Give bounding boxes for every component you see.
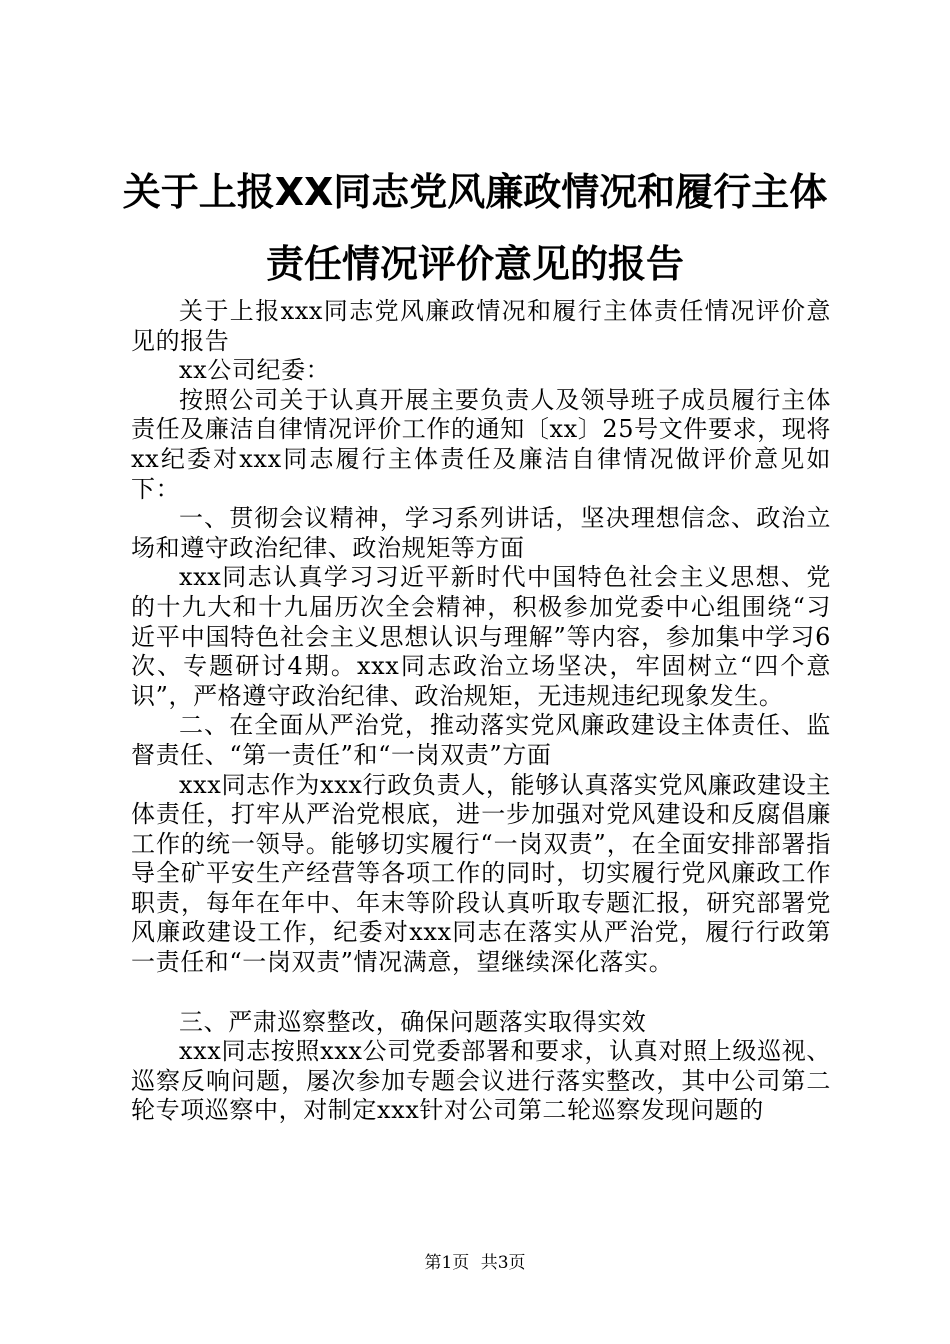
paragraph-gap	[131, 978, 831, 1008]
page-total: 共3页	[480, 1253, 526, 1273]
document-title: 关于上报XX同志党风廉政情况和履行主体责任情况评价意见的报告	[122, 170, 828, 286]
paragraph-section-2: xxx同志作为xxx行政负责人，能够认真落实党风廉政建设主体责任，打牢从严治党根底，进一步加强对党风建设和反腐倡廉工作的统一领导。能够切实履行“一岗双责”，在全面安排部署指导全矿平安生产经营等各项工作的同时，切实履行党风廉政工作职责，每年在年中、年末等阶段认真听取专题汇报，研究部署党风廉政建设工作，纪委对xxx同志在落实从严治党，履行行政第一责任和“一岗双责”情况满意，望继续深化落实。	[131, 770, 831, 977]
paragraph-section-1: xxx同志认真学习习近平新时代中国特色社会主义思想、党的十九大和十九届历次全会精神，积极参加党委中心组围绕“习近平中国特色社会主义思想认识与理解”等内容，参加集中学习6次、专题研讨4期。xxx同志政治立场坚决，牢固树立“四个意识”，严格遵守政治纪律、政治规矩，无违规违纪现象发生。	[131, 563, 831, 710]
paragraph-salutation: xx公司纪委：	[179, 356, 331, 385]
paragraph-intro: 按照公司关于认真开展主要负责人及领导班子成员履行主体责任及廉洁自律情况评价工作的通知〔xx〕25号文件要求，现将xx纪委对xxx同志履行主体责任及廉洁自律情况做评价意见如下：	[131, 385, 831, 503]
paragraph-subject: 关于上报xxx同志党风廉政情况和履行主体责任情况评价意见的报告	[131, 297, 831, 355]
document-body	[131, 297, 831, 1126]
section-heading-2: 二、在全面从严治党，推动落实党风廉政建设主体责任、监督责任、“第一责任”和“一岗双责”方面	[131, 711, 831, 769]
section-heading-3: 三、严肃巡察整改，确保问题落实取得实效	[179, 1007, 647, 1036]
section-heading-1: 一、贯彻会议精神，学习系列讲话，坚决理想信念、政治立场和遵守政治纪律、政治规矩等方面	[131, 504, 831, 562]
page-footer	[0, 1252, 950, 1274]
page-number: 第1页	[424, 1253, 470, 1273]
paragraph-section-3: xxx同志按照xxx公司党委部署和要求，认真对照上级巡视、巡察反响问题，屡次参加专题会议进行落实整改，其中公司第二轮专项巡察中，对制定xxx针对公司第二轮巡察发现问题的	[131, 1037, 831, 1125]
